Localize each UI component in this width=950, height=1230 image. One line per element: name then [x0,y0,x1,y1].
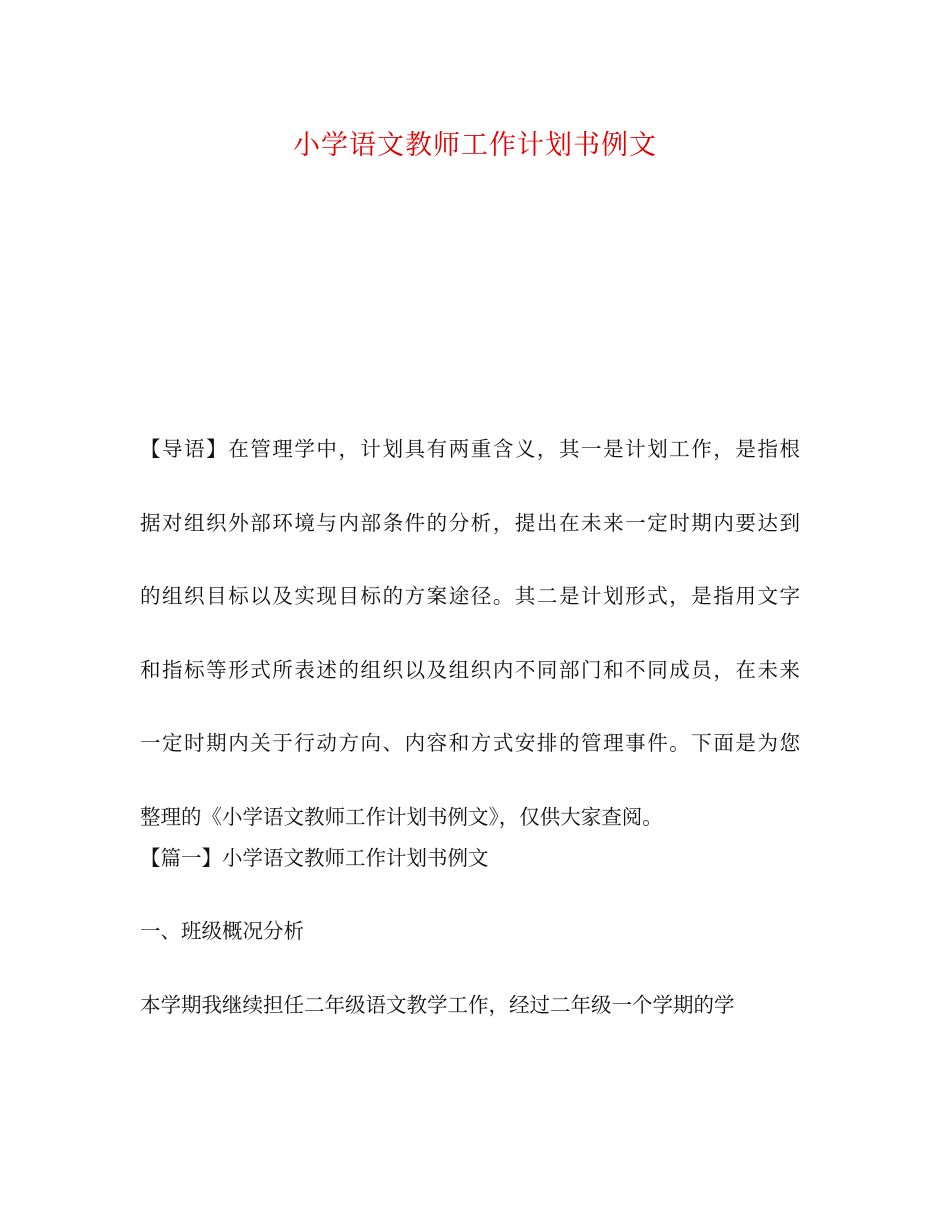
subsection-heading: 一、班级概况分析 [140,919,304,943]
intro-line: 的组织目标以及实现目标的方案途径。其二是计划形式，是指用文字 [140,584,800,608]
intro-line: 一定时期内关于行动方向、内容和方式安排的管理事件。下面是为您 [140,731,800,755]
document-title: 小学语文教师工作计划书例文 [293,130,657,161]
intro-paragraph [140,413,800,854]
intro-line: 和指标等形式所表述的组织以及组织内不同部门和不同成员，在未来 [140,657,800,682]
intro-line: 据对组织外部环境与内部条件的分析，提出在未来一定时期内要达到 [140,510,800,535]
paragraph-start: 本学期我继续担任二年级语文教学工作，经过二年级一个学期的学 [140,993,735,1017]
intro-line: 【导语】在管理学中，计划具有两重含义，其一是计划工作，是指根 [140,437,800,461]
section-heading: 【篇一】小学语文教师工作计划书例文 [140,846,489,870]
intro-line: 整理的《小学语文教师工作计划书例文》，仅供大家查阅。 [140,804,663,829]
